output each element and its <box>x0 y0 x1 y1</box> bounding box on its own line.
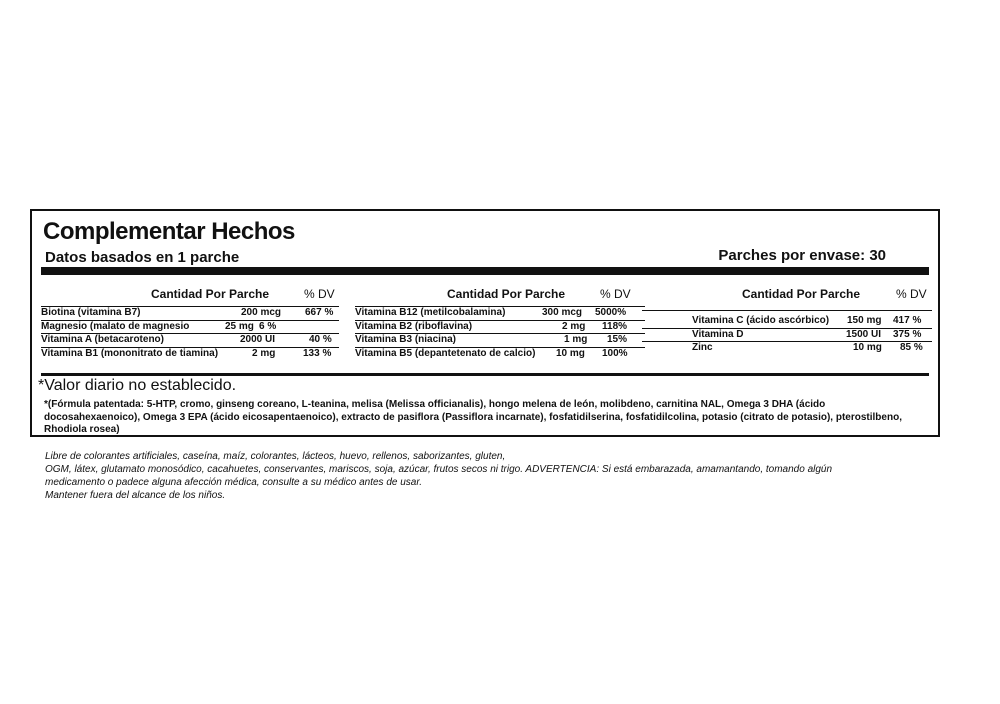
servings-per-container: Parches por envase: 30 <box>718 247 886 264</box>
nutrient-dv: 417 % <box>893 315 922 326</box>
amount-header: Cantidad Por Parche <box>151 287 270 301</box>
nutrient-dv: 667 % <box>305 307 334 318</box>
nutrient-amount: 1 mg <box>564 334 588 345</box>
nutrient-column-3 <box>642 281 932 355</box>
nutrient-name: Magnesio (malato de magnesio <box>41 320 190 332</box>
nutrient-amount: 25 mg <box>225 320 254 332</box>
amount-header: Cantidad Por Parche <box>447 287 566 301</box>
nutrient-amount: 10 mg <box>556 347 585 359</box>
nutrient-name: Biotina (vitamina B7) <box>41 307 141 318</box>
dv-header: % DV <box>896 287 927 301</box>
nutrient-row <box>355 307 645 321</box>
nutrient-name: Vitamina B12 (metilcobalamina) <box>355 307 506 318</box>
warning-line: OGM, látex, glutamato monosódico, cacahuetes, conservantes, mariscos, soja, azúcar, frutos secos ni trigo. ADVERTENCIA: Si está embarazada, amamantando, tomando algún <box>45 464 833 475</box>
nutrient-dv: 40 % <box>309 334 332 345</box>
nutrient-amount: 1500 UI <box>846 328 882 340</box>
nutrient-name: Zinc <box>692 342 713 353</box>
dv-header: % DV <box>600 287 631 301</box>
nutrient-dv: 100% <box>602 347 628 359</box>
warnings-block <box>45 450 955 502</box>
nutrient-name: Vitamina B2 (riboflavina) <box>355 320 473 332</box>
thick-divider <box>41 267 929 275</box>
nutrient-name: Vitamina D <box>692 328 744 340</box>
warning-line: Mantener fuera del alcance de los niños. <box>45 490 226 501</box>
formula-footnote: *(Fórmula patentada: 5-HTP, cromo, ginseng coreano, L-teanina, melisa (Melissa officianalis), hongo melena de león, molibdeno, carnitina NAL, Omega 3 DHA (ácido docosahexaenoico), Omega 3 EPA (ácido eicosapentaenoico), extracto de pasiflora (Passiflora incarnate), fosfatidilserina, fosfatidilcolina, potasio (citrato de potasio), pterostilbeno, Rhodiola rosea) <box>44 399 902 435</box>
nutrient-amount: 2 mg <box>562 320 586 332</box>
bottom-divider <box>41 373 929 376</box>
nutrient-dv: 5000% <box>595 307 627 318</box>
supplement-facts-panel <box>30 209 940 437</box>
nutrient-name: Vitamina B3 (niacina) <box>355 334 456 345</box>
dv-header: % DV <box>304 287 335 301</box>
nutrient-dv: 375 % <box>893 328 922 340</box>
nutrient-amount: 200 mcg <box>241 307 282 318</box>
nutrient-dv: 133 % <box>303 347 332 359</box>
nutrient-row <box>355 348 645 361</box>
nutrient-row <box>41 334 339 348</box>
amount-header: Cantidad Por Parche <box>742 287 861 301</box>
dv-footnote: *Valor diario no establecido. <box>38 377 237 394</box>
nutrient-dv: 15% <box>607 334 628 345</box>
nutrient-row <box>41 348 339 361</box>
nutrient-amount: 2 mg <box>252 347 276 359</box>
nutrient-column-1 <box>41 281 339 360</box>
nutrient-dv: 85 % <box>900 342 923 353</box>
column-header <box>41 281 339 301</box>
nutrient-row <box>355 321 645 335</box>
nutrient-amount: 10 mg <box>853 342 882 353</box>
warning-line: medicamento o padece alguna afección médica, consulte a su médico antes de usar. <box>45 477 423 488</box>
serving-basis: Datos basados en 1 parche <box>45 249 240 266</box>
nutrient-row <box>355 334 645 348</box>
nutrient-name: Vitamina B1 (mononitrato de tiamina) <box>41 347 219 359</box>
nutrient-row <box>642 315 932 329</box>
nutrient-amount: 300 mcg <box>542 307 583 318</box>
nutrient-row <box>642 329 932 343</box>
nutrient-name: Vitamina A (betacaroteno) <box>41 334 164 345</box>
nutrient-row <box>41 321 339 335</box>
nutrient-name: Vitamina C (ácido ascórbico) <box>692 315 830 326</box>
header-rule <box>642 310 932 311</box>
nutrient-dv: 6 % <box>259 320 277 332</box>
nutrient-column-2 <box>355 281 645 360</box>
nutrient-row <box>41 307 339 321</box>
nutrient-dv: 118% <box>602 320 628 332</box>
nutrient-amount: 150 mg <box>847 315 882 326</box>
nutrient-row <box>642 342 932 355</box>
nutrient-name: Vitamina B5 (depantetenato de calcio) <box>355 347 536 359</box>
column-header <box>642 281 932 301</box>
nutrient-amount: 2000 UI <box>240 334 276 345</box>
panel-title: Complementar Hechos <box>43 218 295 245</box>
warning-line: Libre de colorantes artificiales, caseína, maíz, colorantes, lácteos, huevo, rellenos, saborizantes, gluten, <box>45 451 506 462</box>
column-header <box>355 281 645 301</box>
